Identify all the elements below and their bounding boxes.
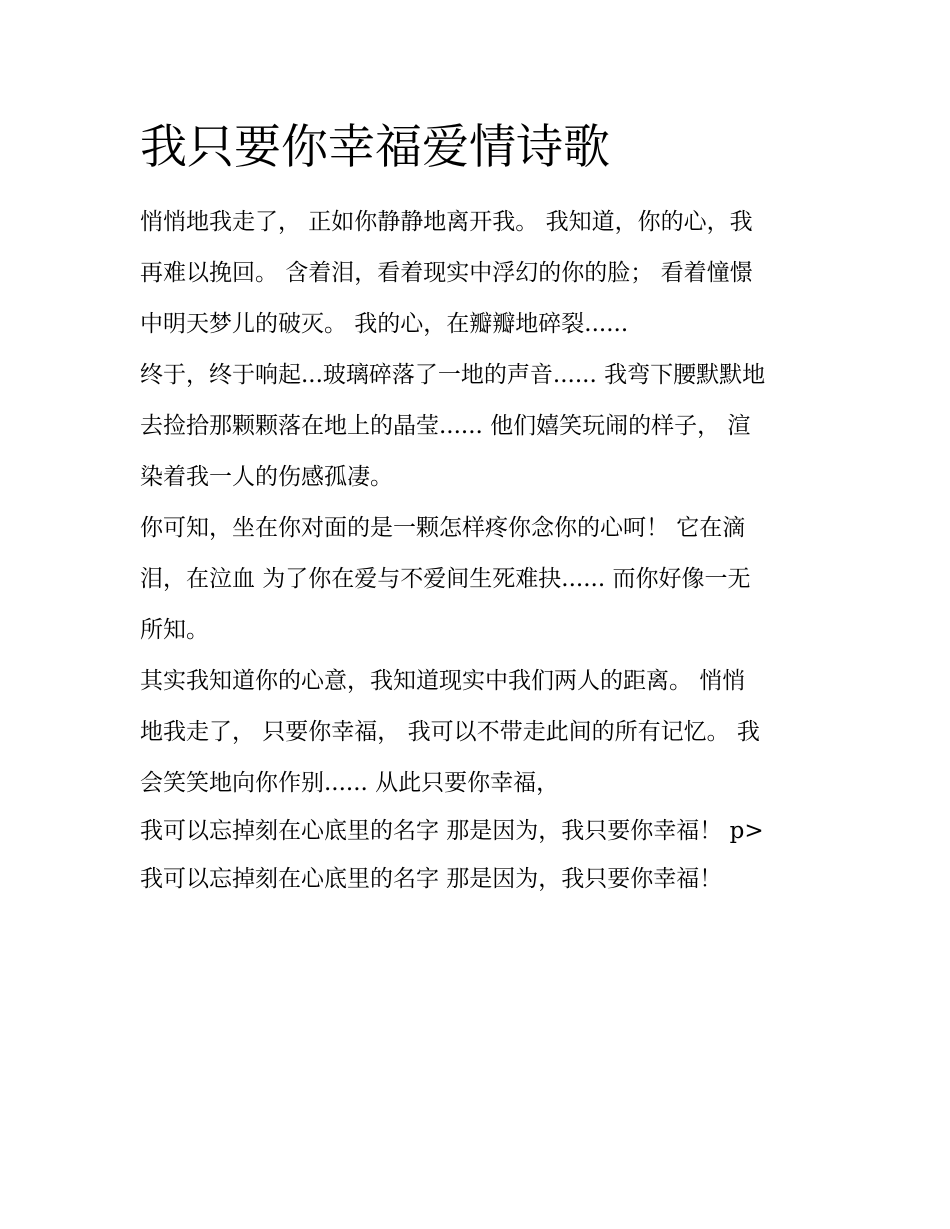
poem-line: 我可以忘掉刻在心底里的名字 那是因为，我只要你幸福！ p>: [140, 818, 764, 844]
poem-line: 所知。: [140, 617, 209, 643]
poem-line: 泪，在泣血 为了你在爱与不爱间生死难抉...... 而你好像一无: [140, 566, 751, 592]
poem-line: 中明天梦儿的破灭。 我的心，在瓣瓣地碎裂......: [140, 311, 629, 337]
poem-line: 染着我一人的伤感孤凄。: [140, 464, 393, 490]
poem-line: 悄悄地我走了， 正如你静静地离开我。 我知道，你的心，我: [140, 209, 753, 235]
poem-line: 地我走了， 只要你幸福， 我可以不带走此间的所有记忆。 我: [140, 719, 760, 745]
poem-line: 会笑笑地向你作别...... 从此只要你幸福，: [140, 770, 560, 796]
poem-body: [140, 200, 810, 905]
poem-line: 你可知，坐在你对面的是一颗怎样疼你念你的心呵！ 它在滴: [140, 515, 746, 541]
poem-line: 去捡拾那颗颗落在地上的晶莹...... 他们嬉笑玩闹的样子， 渲: [140, 413, 751, 439]
poem-line: 其实我知道你的心意，我知道现实中我们两人的距离。 悄悄: [140, 668, 746, 694]
document-title: 我只要你幸福爱情诗歌: [140, 120, 610, 175]
poem-line: 终于，终于响起...玻璃碎落了一地的声音...... 我弯下腰默默地: [140, 362, 766, 388]
poem-line: 再难以挽回。 含着泪，看着现实中浮幻的你的脸； 看着憧憬: [140, 260, 753, 286]
poem-line: 我可以忘掉刻在心底里的名字 那是因为，我只要你幸福！: [140, 866, 723, 892]
